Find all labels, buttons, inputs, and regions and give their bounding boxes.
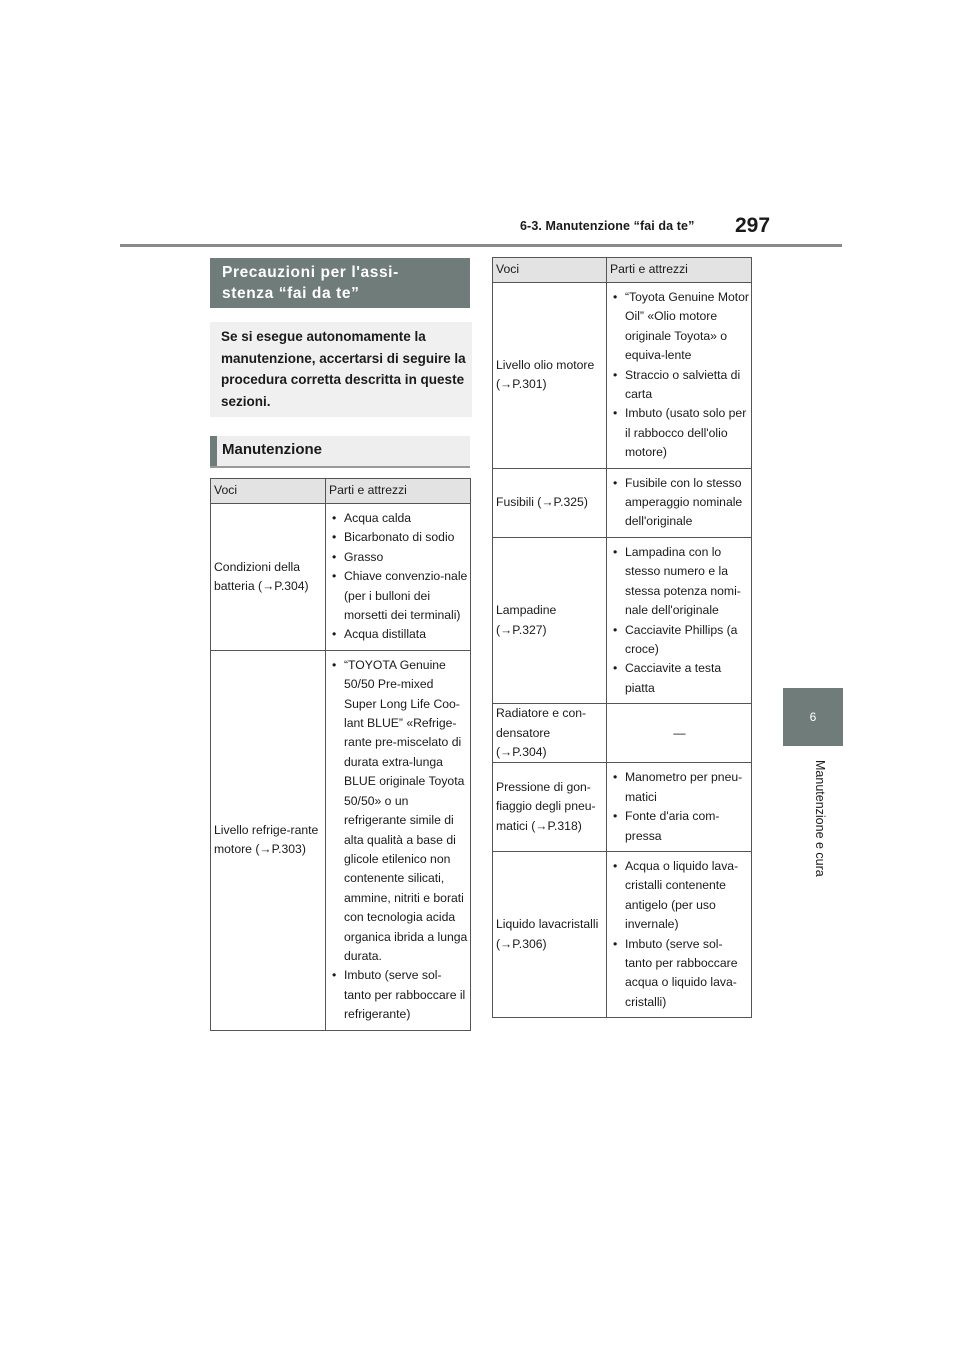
list-item: • Acqua distillata (329, 625, 468, 644)
list-item: • “Toyota Genuine Motor Oil” «Olio motore originale Toyota» o equiva-lente (610, 288, 749, 366)
list-item: • Grasso (329, 548, 468, 567)
item-cell: Condizioni della batteria (→P.304) (211, 504, 326, 651)
maintenance-table-right (492, 257, 752, 1018)
parts-list (329, 656, 468, 1025)
item-cell: Livello refrige-rante motore (→P.303) (211, 650, 326, 1030)
heading-maintenance: Manutenzione (222, 441, 322, 458)
parts-list (610, 474, 749, 532)
list-item: • Fonte d'aria com-pressa (610, 807, 749, 846)
header-items: Voci (493, 258, 607, 283)
table-header-row (211, 479, 471, 504)
intro-text: Se si esegue autonomamente la manutenzione, accertarsi di seguire la procedura corretta descritta in queste sezioni. (221, 329, 466, 409)
parts-list (610, 543, 749, 698)
heading-maintenance-accent (210, 436, 217, 466)
heading-maintenance-rule (210, 466, 470, 468)
header-items: Voci (211, 479, 326, 504)
chapter-title: Manutenzione e cura (813, 760, 827, 877)
table-header-row (493, 258, 752, 283)
table-row (493, 851, 752, 1017)
list-item: • Imbuto (usato solo per il rabbocco dell'olio motore) (610, 404, 749, 462)
item-cell: Liquido lavacristalli (→P.306) (493, 851, 607, 1017)
list-item: • Imbuto (serve sol-tanto per rabboccare acqua o liquido lava-cristalli) (610, 935, 749, 1013)
parts-cell (326, 650, 471, 1030)
heading-precautions-line-2: stenza “fai da te” (222, 285, 360, 302)
heading-precautions (222, 262, 462, 304)
header-parts: Parti e attrezzi (607, 258, 752, 283)
list-item: • Lampadina con lo stesso numero e la stessa potenza nomi-nale dell'originale (610, 543, 749, 621)
parts-list (610, 857, 749, 1012)
table-row (493, 468, 752, 537)
list-item: • Chiave convenzio-nale (per i bulloni dei morsetti dei terminali) (329, 567, 468, 625)
parts-list (610, 288, 749, 463)
parts-cell-empty: — (607, 704, 752, 763)
header-rule (120, 244, 842, 247)
table-row (211, 650, 471, 1030)
list-item: • Straccio o salvietta di carta (610, 366, 749, 405)
list-item: • Cacciavite Phillips (a croce) (610, 621, 749, 660)
parts-cell (607, 763, 752, 852)
item-cell: Lampadine (→P.327) (493, 537, 607, 703)
table-row (493, 283, 752, 469)
parts-list (329, 509, 468, 645)
parts-cell (607, 851, 752, 1017)
table-row (493, 763, 752, 852)
parts-cell (607, 283, 752, 469)
list-item: • Fusibile con lo stesso amperaggio nominale dell'originale (610, 474, 749, 532)
list-item: • Imbuto (serve sol-tanto per rabboccare il refrigerante) (329, 966, 468, 1024)
item-cell: Radiatore e con-densatore (→P.304) (493, 704, 607, 763)
parts-cell (326, 504, 471, 651)
chapter-number: 6 (809, 710, 817, 724)
maintenance-table-left (210, 478, 471, 1031)
table-row (493, 704, 752, 763)
item-cell: Pressione di gon-fiaggio degli pneu-matici (→P.318) (493, 763, 607, 852)
list-item: • Manometro per pneu-matici (610, 768, 749, 807)
header-parts: Parti e attrezzi (326, 479, 471, 504)
list-item: • Acqua calda (329, 509, 468, 528)
list-item: • Bicarbonato di sodio (329, 528, 468, 547)
list-item: • Acqua o liquido lava-cristalli contenente antigelo (per uso invernale) (610, 857, 749, 935)
section-title: 6-3. Manutenzione “fai da te” (520, 219, 695, 233)
page-number: 297 (735, 214, 771, 237)
item-cell: Fusibili (→P.325) (493, 468, 607, 537)
item-cell: Livello olio motore (→P.301) (493, 283, 607, 469)
parts-list (610, 768, 749, 846)
table-row (211, 504, 471, 651)
heading-precautions-line-1: Precauzioni per l'assi- (222, 264, 399, 281)
parts-cell (607, 468, 752, 537)
list-item: • Cacciavite a testa piatta (610, 659, 749, 698)
list-item: • “TOYOTA Genuine 50/50 Pre-mixed Super Long Life Coo-lant BLUE” «Refrige-rante pre-miscelato di durata extra-lunga BLUE originale Toyota 50/50» o un refrigerante simile di alta qualità a base di glicole etilenico non contenente silicati, ammine, nitriti e borati con tecnologia acida organica ibrida a lunga durata. (329, 656, 468, 967)
table-row (493, 537, 752, 703)
parts-cell (607, 537, 752, 703)
